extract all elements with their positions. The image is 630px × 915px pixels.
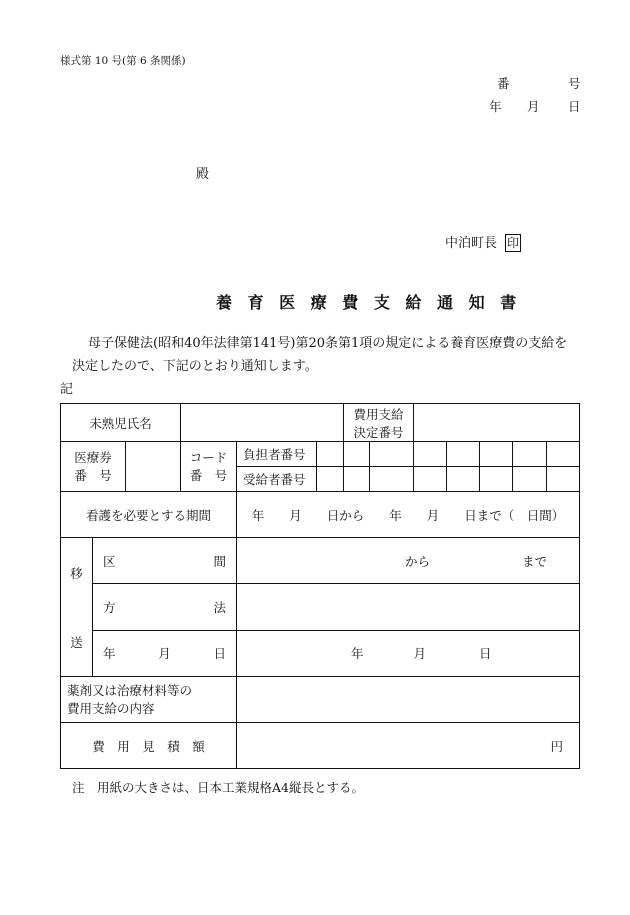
- date-label-m: 月: [158, 646, 171, 662]
- recipient-digit: [370, 467, 414, 492]
- transport-label: [61, 538, 93, 677]
- ticket-no-value: [126, 442, 181, 492]
- section-value: [237, 538, 580, 584]
- row-drug: [61, 677, 580, 723]
- date-month: 月: [527, 99, 540, 114]
- recipient-digit: [414, 467, 447, 492]
- row-payer: [61, 442, 580, 467]
- recipient-digit: [447, 467, 480, 492]
- date-value-d: 日: [479, 646, 492, 662]
- date-label: [93, 630, 237, 676]
- section-label: [93, 538, 237, 584]
- child-name-value: [181, 404, 344, 442]
- payer-digit: [447, 442, 480, 467]
- ticket-no-label-2: 番 号: [74, 467, 112, 483]
- issuer: [445, 232, 521, 252]
- date-label-y: 年: [103, 646, 116, 662]
- yen-unit: 円: [550, 738, 564, 754]
- date-value-m: 月: [413, 646, 427, 662]
- drug-value: [237, 677, 580, 723]
- ticket-no-label-1: 医療券: [74, 449, 112, 465]
- method-value: [237, 584, 580, 630]
- care-period-value: 年 月 日から 年 月 日まで（ 日間）: [237, 492, 580, 538]
- code-label-2: 番 号: [189, 467, 228, 483]
- decision-no-value: [414, 404, 580, 442]
- date-value: [237, 630, 580, 676]
- estimate-label: 費 用 見 積 額: [61, 723, 237, 769]
- drug-label: [61, 677, 237, 723]
- recipient-digit: [480, 467, 513, 492]
- decision-no-label: 費用支給決定番号: [344, 404, 414, 442]
- payer-digit: [344, 442, 370, 467]
- body-line-2: 決定したので、下記のとおり通知します。: [72, 359, 318, 374]
- payer-no-label: 負担者番号: [237, 442, 317, 467]
- payer-digit: [513, 442, 547, 467]
- row-child: [61, 404, 580, 442]
- row-transport-date: [61, 630, 580, 676]
- payer-digit: [370, 442, 414, 467]
- blank-cell: [547, 467, 580, 492]
- ki-heading: 記: [60, 382, 74, 397]
- issuer-name: 中泊町長: [445, 236, 498, 251]
- method-label-a: 方: [103, 599, 116, 615]
- section-label-a: 区: [103, 553, 116, 569]
- benefit-notice-table: [60, 403, 580, 769]
- drug-label-2: 費用支給の内容: [67, 700, 155, 716]
- drug-label-1: 薬剤又は治療材料等の: [67, 682, 193, 698]
- code-label-1: コード: [189, 449, 228, 465]
- date-value-y: 年: [351, 646, 364, 662]
- row-transport-method: [61, 584, 580, 630]
- form-number: 様式第 10 号(第 6 条関係): [60, 55, 186, 67]
- payer-digit: [547, 442, 580, 467]
- payer-digit: [317, 442, 344, 467]
- doc-number-go: 号: [568, 76, 581, 91]
- payer-digit: [414, 442, 447, 467]
- footnote: 注 用紙の大きさは、日本工業規格A4縦長とする。: [72, 780, 364, 795]
- section-from: から: [405, 553, 431, 569]
- method-label-b: 法: [213, 599, 226, 615]
- recipient-digit: [344, 467, 370, 492]
- section-label-b: 間: [213, 553, 226, 569]
- child-name-label: 未熟児氏名: [61, 404, 181, 442]
- transport-label-1: 移: [70, 565, 83, 581]
- payer-digit: [480, 442, 513, 467]
- recipient-no-label: 受給者番号: [237, 467, 317, 492]
- transport-label-2: 送: [70, 634, 83, 650]
- row-transport-section: [61, 538, 580, 584]
- ticket-no-label: [61, 442, 126, 492]
- date-day: 日: [568, 99, 581, 114]
- addressee-dono: 殿: [196, 167, 210, 182]
- body-line-1: 母子保健法(昭和40年法律第141号)第20条第1項の規定による養育医療費の支給を: [88, 336, 568, 351]
- date-year: 年: [489, 99, 502, 114]
- recipient-digit: [513, 467, 547, 492]
- method-label: [93, 584, 237, 630]
- row-estimate: [61, 723, 580, 769]
- recipient-digit: [317, 467, 344, 492]
- care-period-label: 看護を必要とする期間: [61, 492, 237, 538]
- estimate-value: [237, 723, 580, 769]
- document-title: 養 育 医 療 費 支 給 通 知 書: [216, 293, 522, 312]
- row-care-period: [61, 492, 580, 538]
- doc-number-ban: 番: [497, 76, 510, 91]
- date-label-d: 日: [213, 646, 226, 662]
- section-to: まで: [522, 553, 548, 569]
- code-label: [181, 442, 237, 492]
- seal-stamp: 印: [507, 236, 520, 250]
